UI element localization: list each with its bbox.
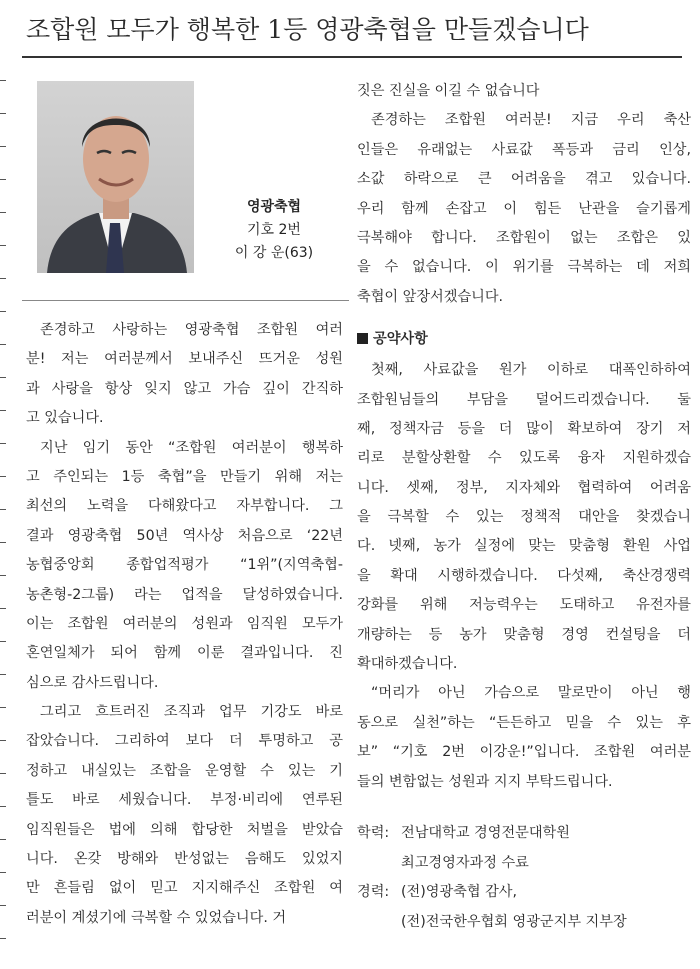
margin-tick	[0, 872, 6, 873]
article-headline: 조합원 모두가 행복한 1등 영광축협을 만들겠습니다	[26, 15, 589, 44]
text-line: 개량하는 등 농가 맞춤형 경영 컨설팅을 더	[357, 626, 691, 643]
candidate-profile	[357, 819, 627, 937]
paragraph	[26, 698, 343, 933]
career-item: (전)영광축협 감사,	[401, 884, 518, 900]
education-label: 학력:	[357, 825, 390, 841]
education-row	[357, 819, 627, 849]
text-line: 고 주인되는 1등 축협”을 만들기 위해 저는	[26, 468, 343, 485]
paragraph	[357, 679, 691, 797]
pledge-heading	[357, 322, 691, 356]
pledge-list	[357, 356, 691, 797]
paragraph	[26, 316, 343, 434]
margin-tick	[0, 806, 6, 807]
margin-tick	[0, 773, 6, 774]
text-line: 결과 영광축협 50년 역사상 처음으로 ‘22년	[26, 527, 343, 544]
margin-tick	[0, 212, 6, 213]
candidate-info	[204, 196, 344, 265]
text-line: 니다. 셋째, 정부, 지자체와 협력하여 어려움	[357, 479, 691, 496]
square-bullet-icon	[357, 333, 368, 344]
margin-tick	[0, 674, 6, 675]
margin-tick	[0, 740, 6, 741]
text-line: 임직원들은 법에 의해 합당한 처벌을 받았습	[26, 821, 343, 838]
candidate-name-age: 이 강 운(63)	[234, 245, 314, 261]
career-row	[357, 878, 627, 908]
margin-tick	[0, 80, 6, 81]
text-line: 니다. 온갖 방해와 반성없는 음해도 있었지	[26, 851, 343, 868]
paragraph	[26, 434, 343, 699]
margin-tick	[0, 410, 6, 411]
candidate-portrait	[37, 81, 194, 273]
margin-tick	[0, 575, 6, 576]
column-divider	[22, 300, 349, 301]
margin-tick	[0, 113, 6, 114]
text-line: 동으로 실천”하는 “든든하고 믿을 수 있는 후	[357, 714, 691, 731]
paragraph	[357, 356, 691, 679]
margin-tick	[0, 641, 6, 642]
text-line: 과 사랑을 항상 잊지 않고 가슴 깊이 간직하	[26, 380, 343, 397]
text-line: 이는 조합원 여러분의 성원과 임직원 모두가	[26, 615, 343, 632]
text-line: 최선의 노력을 다해왔다고 자부합니다. 그	[26, 498, 343, 515]
text-line: 틀도 바로 세웠습니다. 부정·비리에 연루된	[26, 792, 343, 809]
career-label: 경력:	[357, 884, 390, 900]
margin-tick	[0, 179, 6, 180]
text-line: 을 수 없습니다. 이 위기를 극복하는 데 저희	[357, 259, 691, 276]
text-line: 지난 임기 동안 “조합원 여러분이 행복하	[40, 439, 343, 456]
margin-tick	[0, 707, 6, 708]
text-line: 러분이 계셨기에 극복할 수 있었습니다. 거	[26, 909, 287, 926]
text-line: 을 확대 시행하겠습니다. 다섯째, 축산경쟁력	[357, 567, 691, 584]
margin-tick	[0, 278, 6, 279]
text-line: 인들은 유래없는 사료값 폭등과 금리 인상,	[357, 141, 691, 158]
text-line: 심으로 감사드립니다.	[26, 674, 159, 691]
text-line: 짓은 진실을 이길 수 없습니다	[357, 83, 540, 99]
text-line: 잡았습니다. 그리하여 보다 더 투명하고 공	[26, 733, 343, 750]
text-line: “머리가 아닌 가슴으로 말로만이 아닌 행	[371, 685, 691, 702]
margin-tick	[0, 839, 6, 840]
text-line: 강화를 위해 저능력우는 도태하고 유전자를	[357, 597, 691, 614]
margin-tick	[0, 146, 6, 147]
text-line: 분! 저는 여러분께서 보내주신 뜨거운 성원	[26, 351, 343, 368]
margin-tick	[0, 905, 6, 906]
margin-tick	[0, 476, 6, 477]
career-row	[357, 908, 627, 938]
margin-tick	[0, 344, 6, 345]
text-line: 확대하겠습니다.	[357, 656, 458, 673]
text-line: 농협중앙회 종합업적평가 “1위”(지역축협-	[26, 557, 343, 574]
text-line: 리로 분할상환할 수 있도록 융자 지원하겠습	[357, 450, 691, 467]
education-row	[357, 849, 627, 879]
text-line: 농촌형-2그룹) 라는 업적을 달성하였습니다.	[26, 586, 343, 603]
career-item: (전)전국한우협회 영광군지부 지부장	[401, 913, 627, 930]
text-line: 존경하고 사랑하는 영광축협 조합원 여러	[40, 322, 343, 338]
margin-tick	[0, 608, 6, 609]
margin-tick	[0, 377, 6, 378]
text-line: 들의 변함없는 성원과 지지 부탁드립니다.	[357, 773, 613, 790]
text-line: 그리고 흐트러진 조직과 업무 기강도 바로	[40, 704, 343, 721]
headline-rule	[22, 56, 682, 58]
text-line: 소값 하락으로 큰 어려움을 겪고 있습니다.	[357, 171, 691, 188]
candidate-ballot-number: 기호 2번	[247, 222, 301, 238]
text-line: 만 흔들림 없이 믿고 지지해주신 조합원 여	[26, 880, 343, 897]
text-line: 을 극복할 수 있는 정책적 대안을 찾겠습니	[357, 509, 691, 526]
text-line: 정하고 내실있는 조합을 운영할 수 있는 기	[26, 762, 343, 779]
margin-tick	[0, 542, 6, 543]
text-line: 축협이 앞장서겠습니다.	[357, 288, 504, 305]
margin-tick	[0, 311, 6, 312]
portrait-illustration	[37, 81, 194, 273]
text-line: 혼연일체가 되어 함께 이룬 결과입니다. 진	[26, 645, 343, 662]
text-line: 첫째, 사료값을 원가 이하로 대폭인하하여	[371, 362, 691, 379]
education-item: 전남대학교 경영전문대학원	[401, 825, 570, 841]
text-line: 고 있습니다.	[26, 410, 104, 427]
margin-tick	[0, 509, 6, 510]
right-column	[357, 77, 691, 797]
right-column-intro	[357, 77, 691, 312]
text-line: 극복해야 합니다. 조합원이 없는 조합은 있	[357, 229, 691, 246]
margin-tick	[0, 938, 6, 939]
paragraph	[357, 106, 691, 312]
margin-tick	[0, 245, 6, 246]
text-line: 우리 함께 손잡고 이 힘든 난관을 슬기롭게	[357, 200, 691, 217]
paragraph	[357, 77, 691, 106]
pledge-heading-label: 공약사항	[373, 331, 428, 348]
text-line: 조합원님들의 부담을 덜어드리겠습니다. 둘	[357, 391, 691, 408]
text-line: 존경하는 조합원 여러분! 지금 우리 축산	[371, 112, 691, 129]
left-column	[26, 316, 343, 933]
left-margin-ticks	[0, 80, 8, 960]
candidate-organization: 영광축협	[246, 199, 302, 215]
education-item: 최고경영자과정 수료	[401, 854, 529, 871]
text-line: 보” “기호 2번 이강운!”입니다. 조합원 여러분	[357, 744, 691, 761]
text-line: 째, 정책자금 등을 더 많이 확보하여 장기 저	[357, 420, 691, 437]
text-line: 다. 넷째, 농가 실정에 맞는 맞춤형 환원 사업	[357, 538, 691, 555]
margin-tick	[0, 443, 6, 444]
